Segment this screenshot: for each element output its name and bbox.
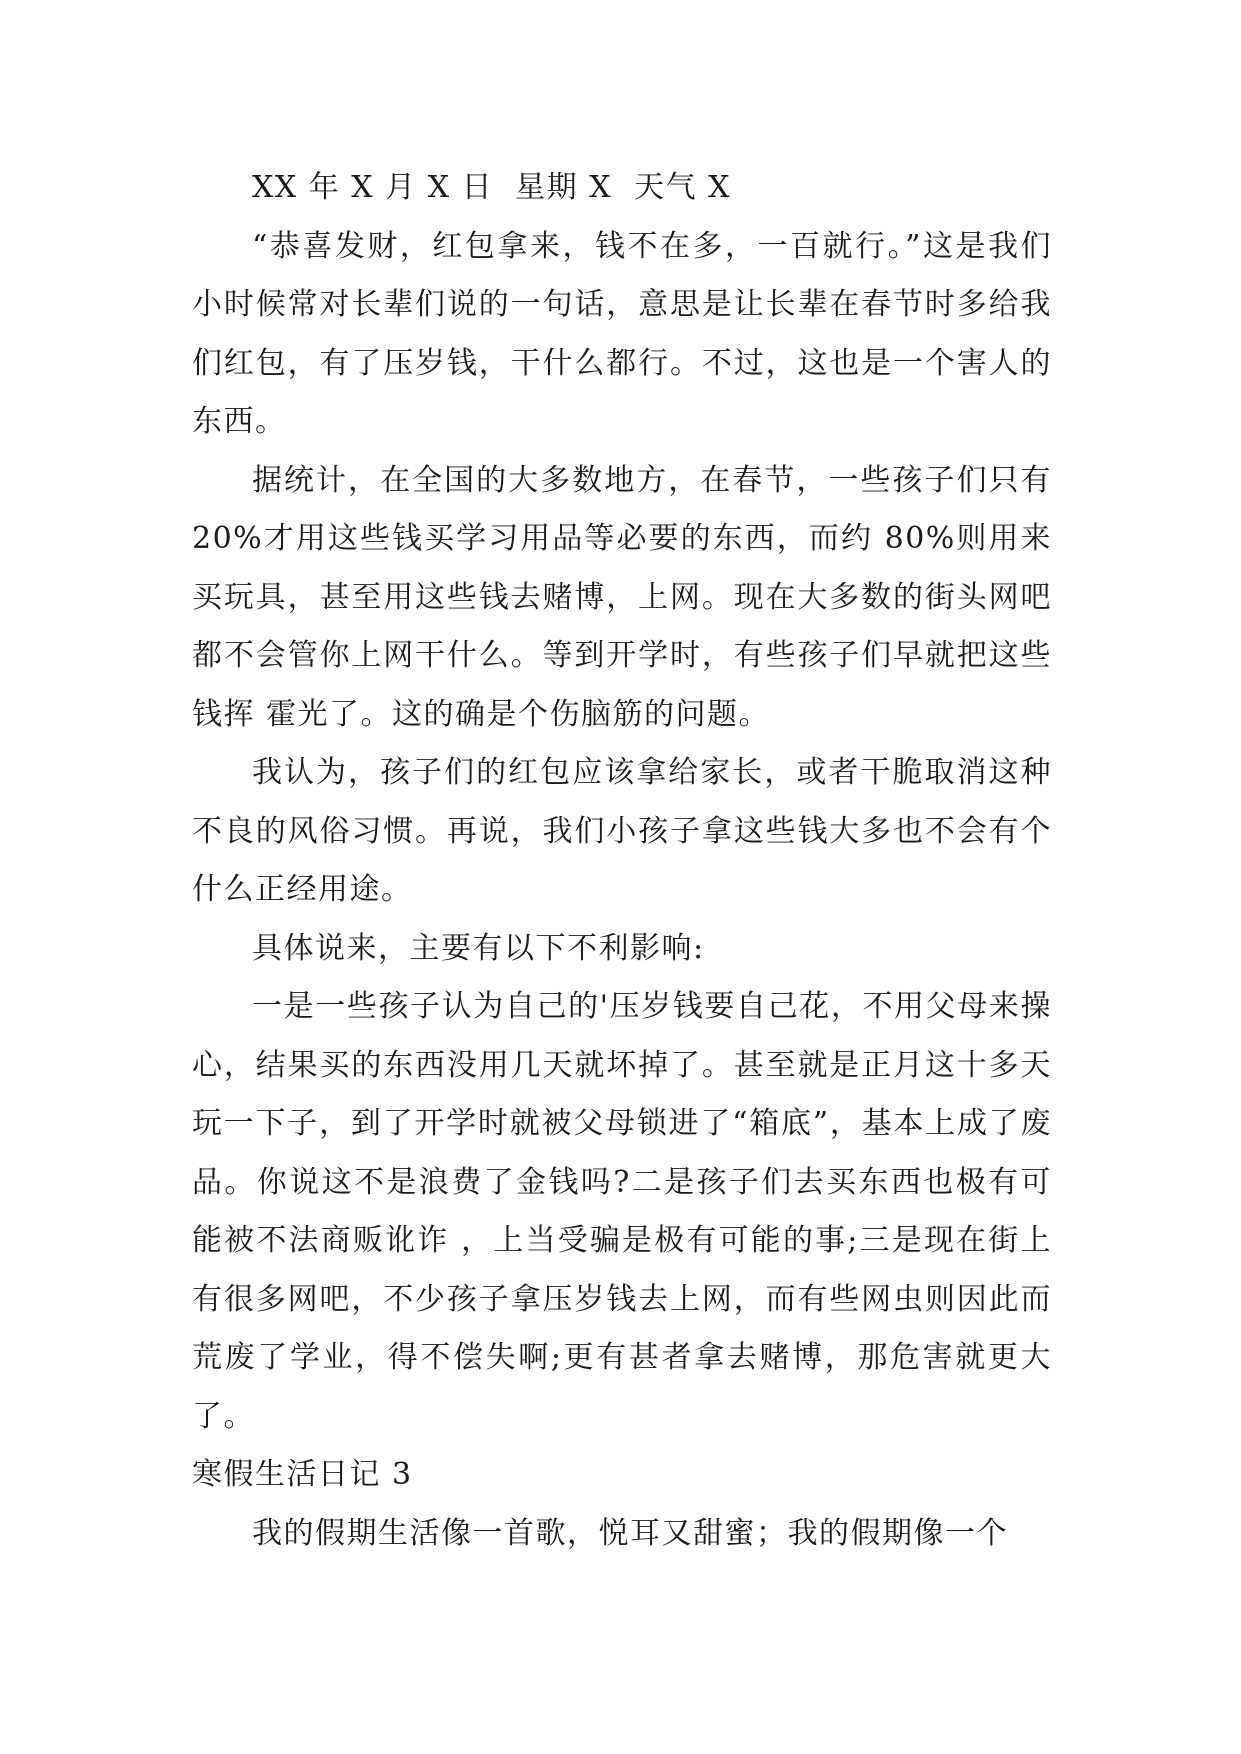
- date-weather-line: XX 年 X 月 X 日 星期 X 天气 X: [252, 170, 732, 205]
- paragraph-impacts-intro: 具体说来，主要有以下不利影响:: [252, 930, 705, 966]
- paragraph-new-year-greeting: “恭喜发财，红包拿来，钱不在多，一百就行。”这是我们小时候常对长辈们说的一句话，意思是让长辈在春节时多给我们红包，有了压岁钱，干什么都行。不过，这也是一个害人的东西。: [192, 228, 1052, 439]
- section-title: 寒假生活日记 3: [192, 1457, 413, 1492]
- paragraph-holiday-song: 我的假期生活像一首歌，悦耳又甜蜜；我的假期像一个: [252, 1515, 1008, 1551]
- document-body: [192, 159, 1064, 1563]
- paragraph-impacts-detail: 一是一些孩子认为自己的'压岁钱要自己花，不用父母来操心，结果买的东西没用几天就坏掉了。甚至就是正月这十多天玩一下子，到了开学时就被父母锁进了“箱底”，基本上成了废品。你说这不是浪费了金钱吗?二是孩子们去买东西也极有可能被不法商贩讹诈 ，上当受骗是极有可能的事;三是现在街上有很多网吧，不少孩子拿压岁钱去上网，而有些网虫则因此而荒废了学业，得不偿失啊;更有甚者拿去赌博，那危害就更大了。: [192, 989, 1052, 1434]
- paragraph-statistics: 据统计，在全国的大多数地方，在春节，一些孩子们只有 20%才用这些钱买学习用品等必要的东西，而约 80%则用来买玩具，甚至用这些钱去赌博，上网。现在大多数的街头网吧都不会管你上网干什么。等到开学时，有些孩子们早就把这些钱挥 霍光了。这的确是个伤脑筋的问题。: [192, 462, 1064, 732]
- paragraph-opinion: 我认为，孩子们的红包应该拿给家长，或者干脆取消这种不良的风俗习惯。再说，我们小孩子拿这些钱大多也不会有个什么正经用途。: [192, 755, 1052, 907]
